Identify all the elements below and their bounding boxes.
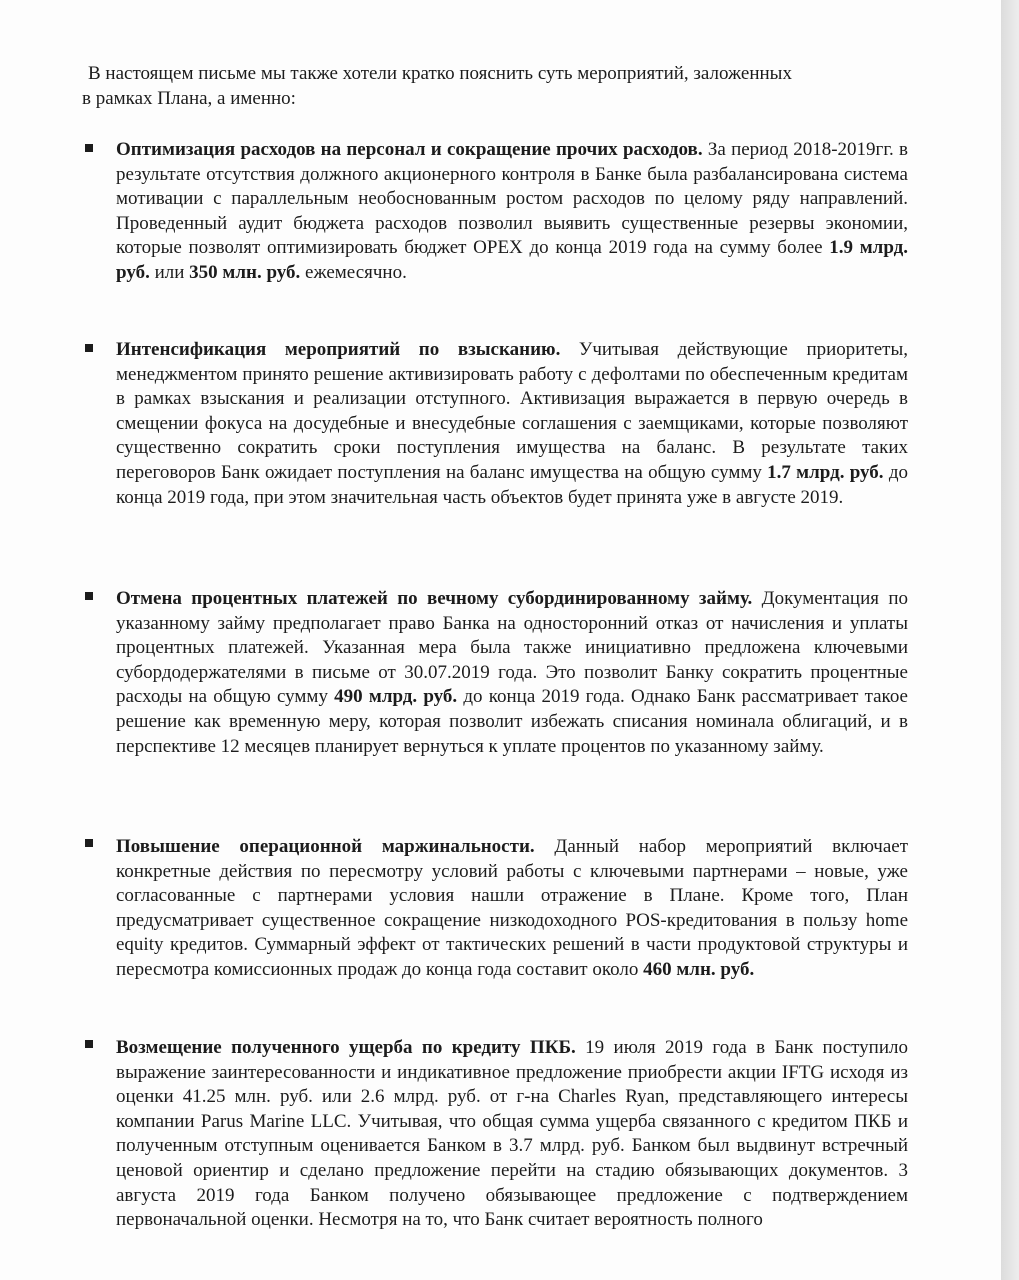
- item-heading: Интенсификация мероприятий по взысканию.: [116, 339, 561, 360]
- bullet-marker: [85, 144, 93, 152]
- list-item: Повышение операционной маржинальности. Данный набор мероприятий включает конкретные действия по пересмотру условий работы с ключевыми партнерами – новые, уже согласованные с партнерами условия нашли отражение в Плане. Кроме того, План предусматривает существенное сокращение низкодоходного POS-кредитования в пользу home equity кредитов. Суммарный эффект от тактических решений в части продуктовой структуры и пересмотра комиссионных продаж до конца года составит около 460 млн. руб.: [116, 836, 908, 980]
- amount-bold: 1.9 млрд. руб.: [116, 237, 909, 283]
- amount-bold: 460 млн. руб.: [643, 958, 755, 980]
- amount-bold: 1.7 млрд. руб.: [767, 461, 884, 483]
- item-heading: Оптимизация расходов на персонал и сокращение прочих расходов.: [116, 139, 703, 160]
- list-item: Оптимизация расходов на персонал и сокращение прочих расходов. За период 2018-2019гг. в результате отсутствия должного акционерного контроля в Банке была разбалансирована система мотивации с параллельным необоснованным ростом расходов по целому ряду направлений. Проведенный аудит бюджета расходов позволил выявить существенные резервы экономии, которые позволят оптимизировать бюджет OPEX до конца 2019 года на сумму более 1.9 млрд. руб. или 350 млн. руб. ежемесячно.: [116, 139, 909, 283]
- intro-line-2: в рамках Плана, а именно:: [82, 87, 296, 109]
- item-heading: Повышение операционной маржинальности.: [116, 836, 535, 857]
- bullet-marker: [85, 344, 93, 352]
- amount-bold: 350 млн. руб.: [189, 261, 301, 283]
- list-item: Возмещение полученного ущерба по кредиту ПКБ. 19 июля 2019 года в Банк поступило выражение заинтересованности и индикативное предложение приобрести акции IFTG исходя из оценки 41.25 млн. руб. или 2.6 млрд. руб. от г-на Charles Ryan, представляющего интересы компании Parus Marine LLC. Учитывая, что общая сумма ущерба связанного с кредитом ПКБ и полученным отступным оценивается Банком в 3.7 млрд. руб. Банком был выдвинут встречный ценовой ориентир и сделано предложение перейти на стадию обязывающих документов. 3 августа 2019 года Банком получено обязывающее предложение с подтверждением первоначальной оценки. Несмотря на то, что Банк считает вероятность полного: [116, 1037, 908, 1231]
- item-heading: Возмещение полученного ущерба по кредиту ПКБ.: [116, 1037, 576, 1058]
- amount-bold: 490 млрд. руб.: [334, 686, 458, 708]
- intro-line-1: В настоящем письме мы также хотели кратко пояснить суть мероприятий, заложенных: [88, 63, 792, 84]
- page-edge-shadow: [1001, 0, 1019, 1280]
- intro-paragraph: [82, 62, 910, 111]
- item-heading: Отмена процентных платежей по вечному субординированному займу.: [116, 588, 753, 609]
- bullet-marker: [85, 592, 93, 600]
- bullet-marker: [85, 1040, 93, 1048]
- list-item: Интенсификация мероприятий по взысканию. Учитывая действующие приоритеты, менеджментом принято решение активизировать работу с дефолтами по обеспеченным кредитам в рамках взыскания и реализации отступного. Активизация выражается в первую очередь в смещении фокуса на досудебные и внесудебные соглашения с заемщиками, которые позволяют существенно сократить сроки поступления имущества на баланс. В результате таких переговоров Банк ожидает поступления на баланс имущества на общую сумму 1.7 млрд. руб. до конца 2019 года, при этом значительная часть объектов будет принята уже в августе 2019.: [116, 339, 909, 508]
- list-item: Отмена процентных платежей по вечному субординированному займу. Документация по указанному займу предполагает право Банка на односторонний отказ от начисления и уплаты процентных платежей. Указанная мера была также инициативно предложена ключевыми субордодержателями в письме от 30.07.2019 года. Это позволит Банку сократить процентные расходы на общую сумму 490 млрд. руб. до конца 2019 года. Однако Банк рассматривает такое решение как временную меру, которая позволит избежать списания номинала облигаций, и в перспективе 12 месяцев планирует вернуться к уплате процентов по указанному займу.: [116, 588, 908, 757]
- bullet-marker: [85, 839, 93, 847]
